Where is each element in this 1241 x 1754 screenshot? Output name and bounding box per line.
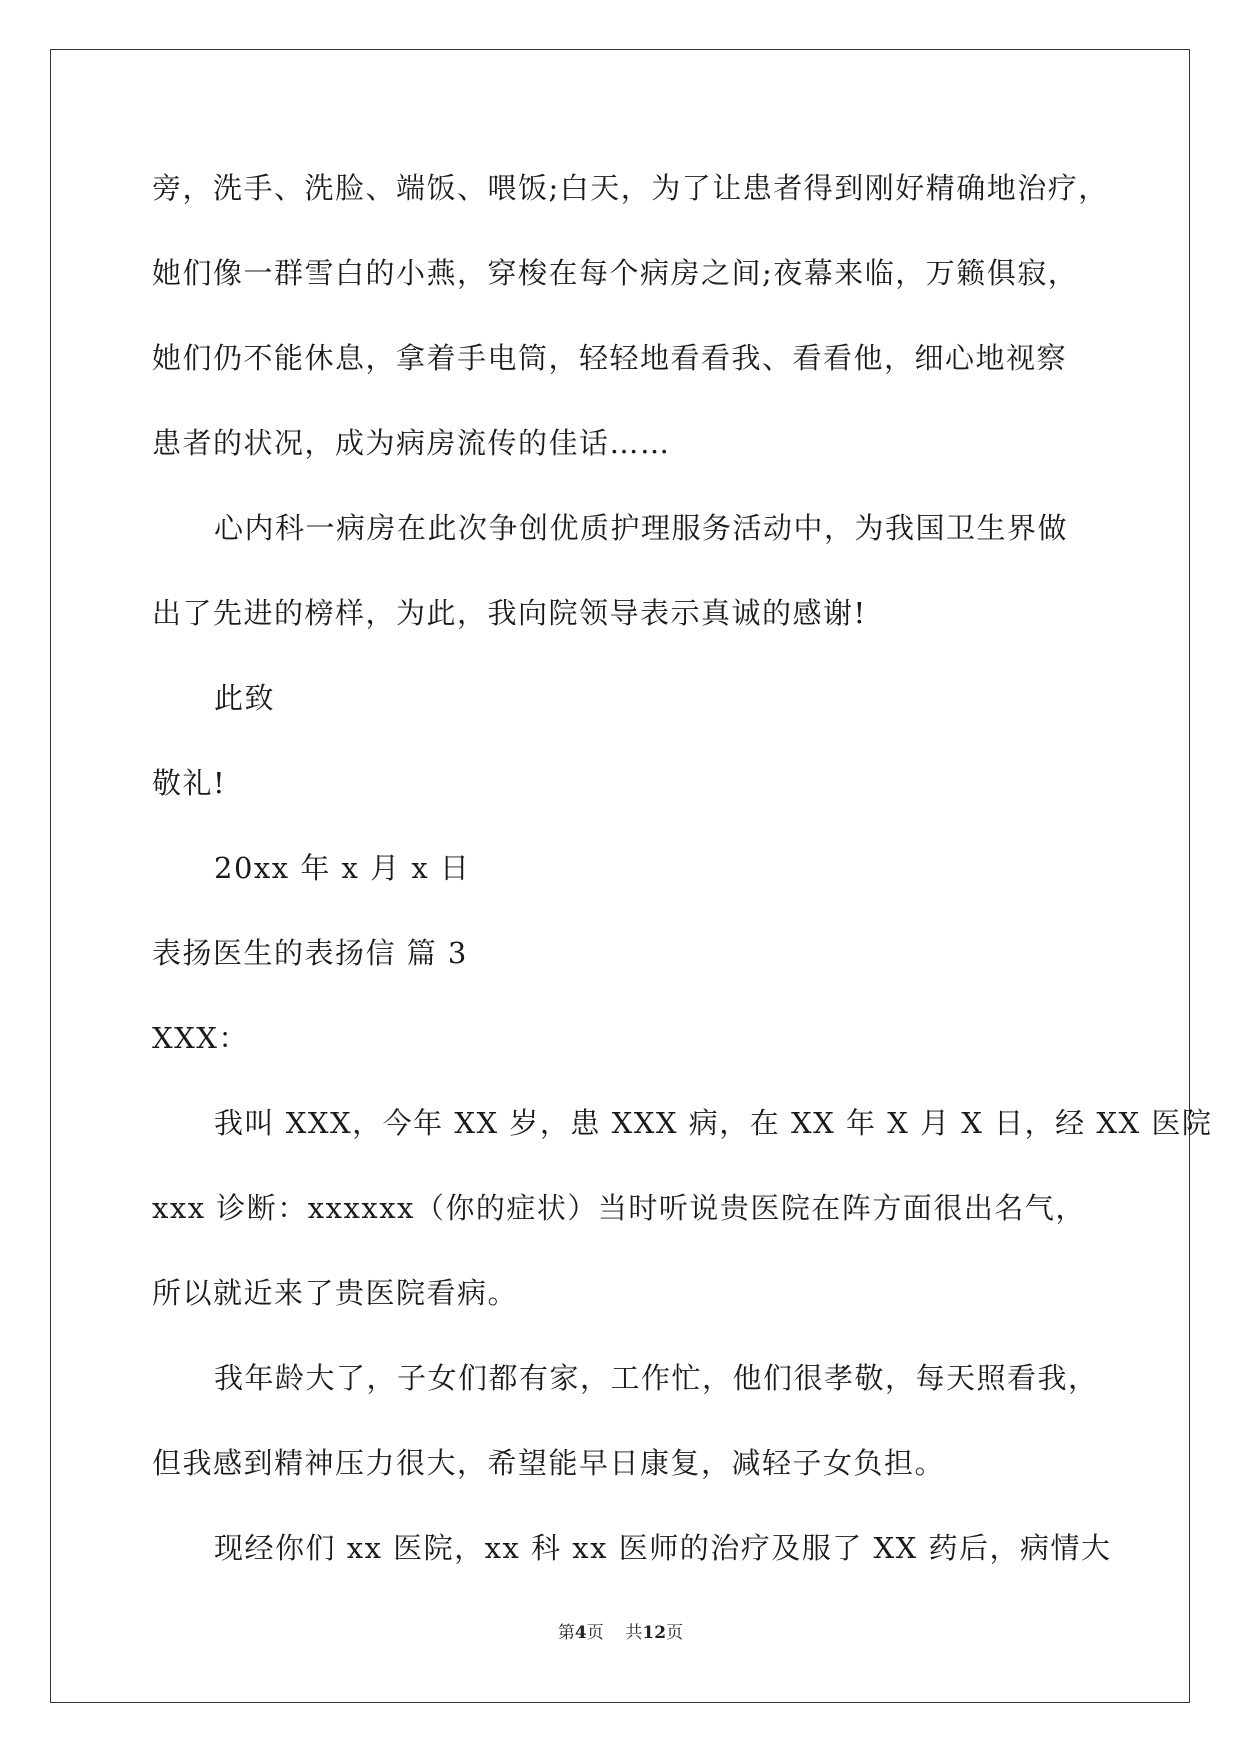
- paragraph-line: 她们仍不能休息，拿着手电筒，轻轻地看看我、看看他，细心地视察: [152, 341, 1068, 375]
- paragraph-line: 她们像一群雪白的小燕，穿梭在每个病房之间;夜幕来临，万籁俱寂，: [152, 256, 1079, 290]
- page-suffix: 页: [586, 1623, 604, 1643]
- page-prefix: 第: [557, 1623, 575, 1643]
- closing-salutation: 此致: [214, 681, 276, 715]
- letter-addressee: XXX：: [152, 1021, 249, 1055]
- section-title: 表扬医生的表扬信 篇 3: [152, 936, 468, 970]
- paragraph-line: 我叫 XXX，今年 XX 岁，患 XXX 病，在 XX 年 X 月 X 日，经 XX 医院: [214, 1106, 1213, 1140]
- paragraph-line: 出了先进的榜样，为此，我向院领导表示真诚的感谢!: [152, 596, 867, 630]
- total-suffix: 页: [666, 1623, 684, 1643]
- paragraph-line: 心内科一病房在此次争创优质护理服务活动中，为我国卫生界做: [214, 511, 1069, 545]
- paragraph-line: 我年龄大了，子女们都有家，工作忙，他们很孝敬，每天照看我，: [214, 1361, 1099, 1395]
- total-prefix: 共: [625, 1623, 643, 1643]
- paragraph-line: 所以就近来了贵医院看病。: [152, 1276, 519, 1310]
- paragraph-line: 旁，洗手、洗脸、端饭、喂饭;白天，为了让患者得到刚好精确地治疗，: [152, 171, 1109, 205]
- letter-date: 20xx 年 x 月 x 日: [214, 851, 471, 885]
- page-footer: [0, 1621, 1241, 1645]
- paragraph-line: 现经你们 xx 医院，xx 科 xx 医师的治疗及服了 XX 药后，病情大: [214, 1531, 1112, 1565]
- total-pages: 12: [642, 1623, 667, 1643]
- closing-regards: 敬礼!: [152, 766, 227, 800]
- paragraph-line: 患者的状况，成为病房流传的佳话……: [152, 426, 671, 460]
- paragraph-line: xxx 诊断：xxxxxx（你的症状）当时听说贵医院在阵方面很出名气，: [152, 1191, 1086, 1225]
- page-number: 4: [574, 1623, 587, 1643]
- paragraph-line: 但我感到精神压力很大，希望能早日康复，减轻子女负担。: [152, 1446, 946, 1480]
